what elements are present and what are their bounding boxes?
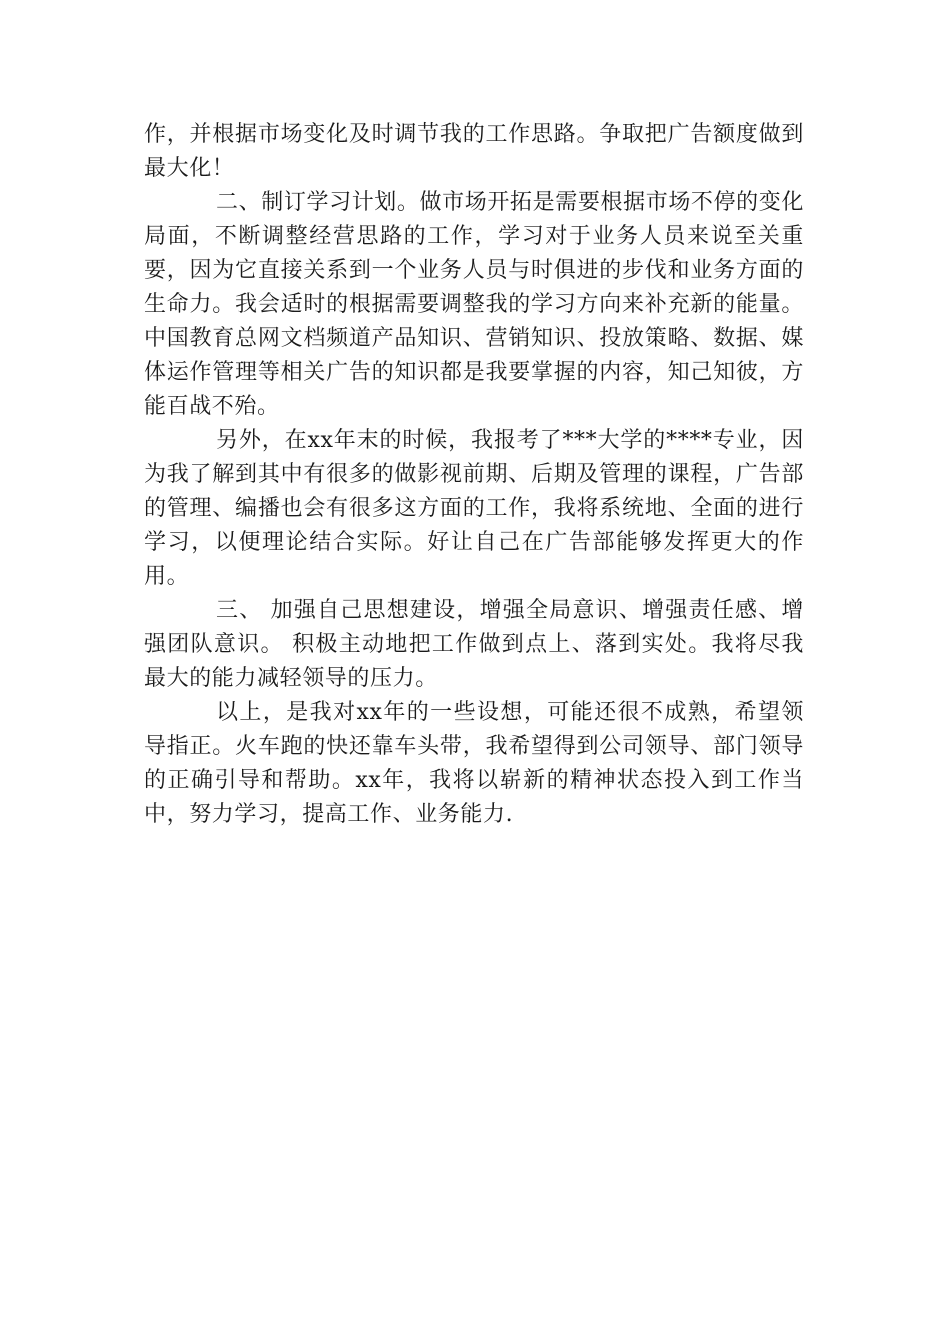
paragraph-continuation: 作，并根据市场变化及时调节我的工作思路。争取把广告额度做到最大化！ (144, 122, 804, 181)
paragraph-study-plan: 二、制订学习计划。做市场开拓是需要根据市场不停的变化局面，不断调整经营思路的工作，学习对于业务人员来说至关重要，因为它直接关系到一个业务人员与时俱进的步伐和业务方面的生命力。我会适时的根据需要调整我的学习方向来补充新的能量。中国教育总网文档频道产品知识、营销知识、投放策略、数据、媒体运作管理等相关广告的知识都是我要掌握的内容，知己知彼，方能百战不殆。 (144, 190, 804, 419)
paragraph-ideology: 三、 加强自己思想建设，增强全局意识、增强责任感、增强团队意识。 积极主动地把工作做到点上、落到实处。我将尽我最大的能力减轻领导的压力。 (144, 598, 804, 691)
paragraph-enrollment: 另外，在xx年末的时候，我报考了***大学的****专业，因为我了解到其中有很多的做影视前期、后期及管理的课程，广告部的管理、编播也会有很多这方面的工作，我将系统地、全面的进行学习，以便理论结合实际。好让自己在广告部能够发挥更大的作用。 (144, 428, 804, 589)
document-body (144, 118, 804, 832)
paragraph-conclusion: 以上，是我对xx年的一些设想，可能还很不成熟，希望领导指正。火车跑的快还靠车头带，我希望得到公司领导、部门领导的正确引导和帮助。xx年，我将以崭新的精神状态投入到工作当中，努力学习，提高工作、业务能力. (144, 700, 804, 827)
